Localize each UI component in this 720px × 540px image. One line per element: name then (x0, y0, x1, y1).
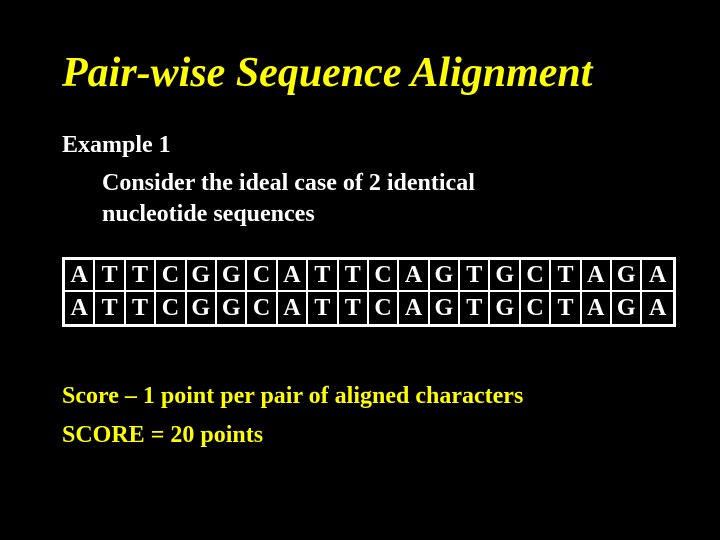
sequence-row (65, 260, 673, 292)
nucleotide-cell: G (217, 292, 247, 324)
nucleotide-cell: A (278, 292, 308, 324)
nucleotide-cell: T (460, 292, 490, 324)
nucleotide-cell: C (247, 260, 277, 292)
nucleotide-cell: A (65, 292, 95, 324)
nucleotide-cell: T (95, 260, 125, 292)
nucleotide-cell: C (369, 292, 399, 324)
nucleotide-cell: T (308, 260, 338, 292)
sequence-alignment-grid (62, 257, 676, 327)
nucleotide-cell: G (430, 292, 460, 324)
nucleotide-cell: G (187, 292, 217, 324)
nucleotide-cell: A (399, 292, 429, 324)
nucleotide-cell: C (156, 260, 186, 292)
nucleotide-cell: G (217, 260, 247, 292)
nucleotide-cell: C (521, 260, 551, 292)
nucleotide-cell: T (308, 292, 338, 324)
nucleotide-cell: C (156, 292, 186, 324)
nucleotide-cell: T (126, 260, 156, 292)
nucleotide-cell: T (95, 292, 125, 324)
example-description: Consider the ideal case of 2 identical nucleotide sequences (102, 170, 475, 227)
nucleotide-cell: G (490, 292, 520, 324)
nucleotide-cell: G (187, 260, 217, 292)
nucleotide-cell: T (339, 292, 369, 324)
nucleotide-cell: A (582, 292, 612, 324)
nucleotide-cell: A (65, 260, 95, 292)
nucleotide-cell: G (430, 260, 460, 292)
nucleotide-cell: A (642, 260, 672, 292)
nucleotide-cell: A (648, 294, 667, 321)
nucleotide-cell: C (247, 292, 277, 324)
nucleotide-cell: T (126, 292, 156, 324)
example-label: Example 1 (62, 132, 171, 158)
nucleotide-cell: T (460, 260, 490, 292)
score-rule: Score – 1 point per pair of aligned characters (62, 383, 524, 409)
nucleotide-cell: C (521, 292, 551, 324)
nucleotide-cell: C (369, 260, 399, 292)
nucleotide-cell: A (399, 260, 429, 292)
nucleotide-cell: G (612, 260, 642, 292)
nucleotide-cell: T (339, 260, 369, 292)
nucleotide-cell: G (612, 292, 642, 324)
slide-title: Pair-wise Sequence Alignment (62, 50, 593, 96)
nucleotide-cell: A (278, 260, 308, 292)
sequence-row (65, 292, 673, 324)
nucleotide-cell: A (582, 260, 612, 292)
score-total: SCORE = 20 points (62, 422, 264, 448)
nucleotide-cell: T (551, 292, 581, 324)
nucleotide-cell: T (551, 260, 581, 292)
nucleotide-cell: G (490, 260, 520, 292)
